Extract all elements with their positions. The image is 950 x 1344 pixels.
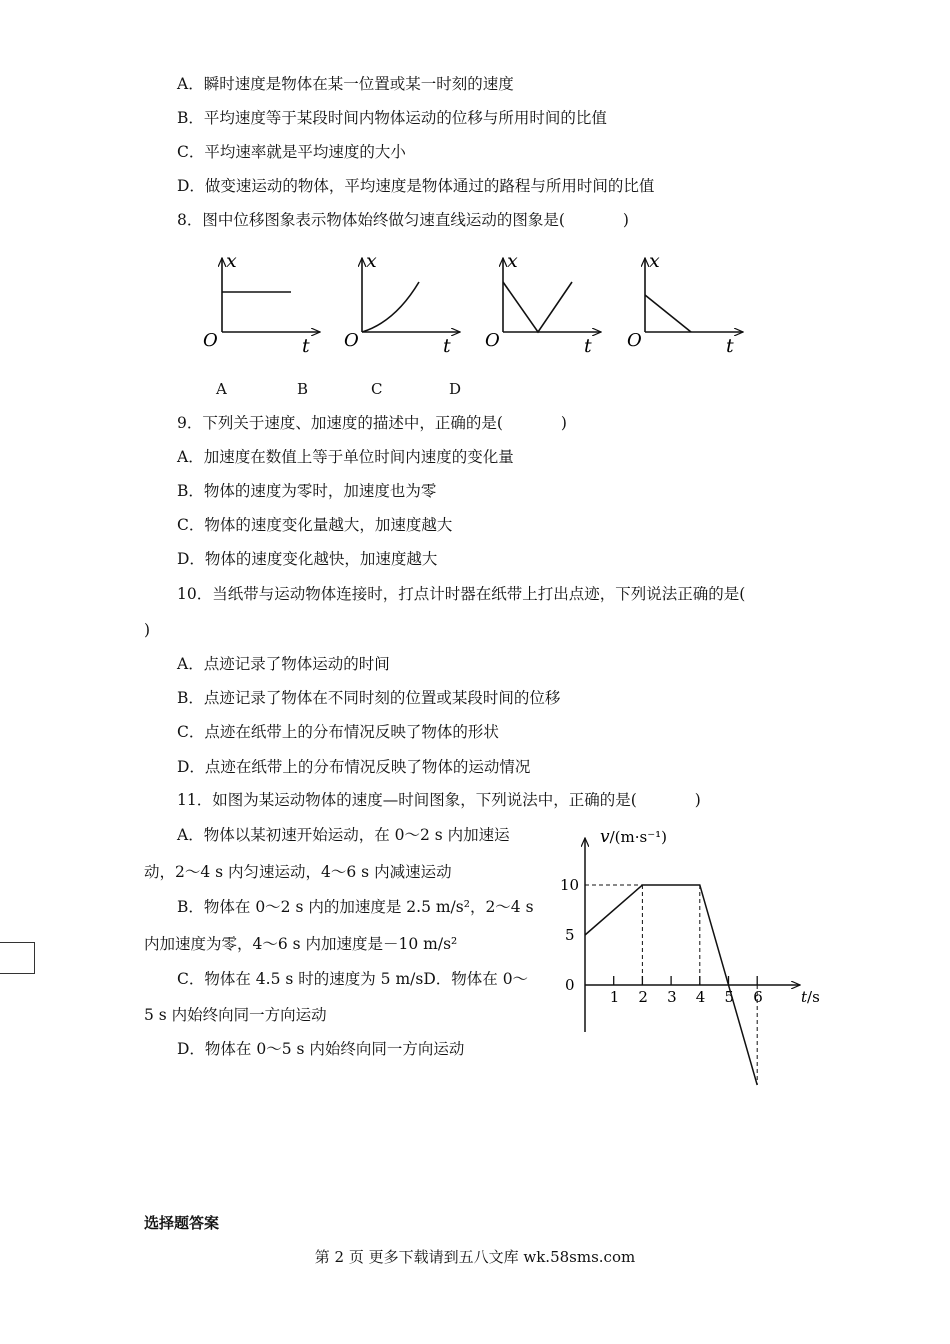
x-tick-label: 6 bbox=[753, 988, 763, 1006]
q11-stem-close: ) bbox=[694, 791, 701, 809]
q11-stem-text: 11．如图为某运动物体的速度—时间图象，下列说法中，正确的是( bbox=[177, 791, 637, 809]
q7-option-d: D．做变速运动的物体，平均速度是物体通过的路程与所用时间的比值 bbox=[177, 177, 655, 195]
q10-option-a: A．点迹记录了物体运动的时间 bbox=[177, 655, 390, 673]
q10-option-b: B．点迹记录了物体在不同时刻的位置或某段时间的位移 bbox=[177, 689, 561, 707]
q11-line-5: C．物体在 4.5 s 时的速度为 5 m/sD．物体在 0～ bbox=[177, 970, 529, 988]
q9-option-d: D．物体的速度变化越快，加速度越大 bbox=[177, 550, 438, 568]
graph-d-origin: O bbox=[627, 330, 642, 351]
page-footer: 第 2 页 更多下载请到五八文库 wk.58sms.com bbox=[314, 1248, 636, 1266]
q10-stem: 10．当纸带与运动物体连接时，打点计时器在纸带上打出点迹，下列说法正确的是( bbox=[177, 585, 746, 603]
q9-stem-text: 9．下列关于速度、加速度的描述中，正确的是( bbox=[177, 414, 503, 432]
q8-label-a: A bbox=[216, 380, 227, 398]
chart-x-label bbox=[801, 988, 820, 1006]
y-tick-label: 0 bbox=[565, 976, 575, 994]
q11-line-3: B．物体在 0～2 s 内的加速度是 2.5 m/s²，2～4 s bbox=[177, 898, 534, 916]
answers-heading: 选择题答案 bbox=[144, 1214, 220, 1232]
q8-label-d: D bbox=[449, 380, 462, 398]
graph-c-y-label: x bbox=[507, 250, 518, 272]
x-tick-label: 4 bbox=[695, 988, 706, 1006]
q8-stem-close: ) bbox=[622, 211, 629, 229]
q11-line-2: 动，2～4 s 内匀速运动，4～6 s 内减速运动 bbox=[144, 863, 452, 881]
q10-option-c: C．点迹在纸带上的分布情况反映了物体的形状 bbox=[177, 723, 499, 741]
graph-d-y-label: x bbox=[649, 250, 660, 272]
chart-y-var: v bbox=[600, 827, 610, 847]
graph-b-x-label: t bbox=[443, 335, 451, 357]
chart-x-unit: /s bbox=[807, 988, 820, 1006]
graph-a-y-label: x bbox=[226, 250, 237, 272]
graph-d-x-label: t bbox=[726, 335, 734, 357]
q11-stem bbox=[177, 790, 701, 810]
q10-stem-close: ) bbox=[144, 621, 151, 639]
graph-a-x-label: t bbox=[302, 335, 310, 357]
q11-line-4: 内加速度为零，4～6 s 内加速度是－10 m/s² bbox=[144, 935, 458, 953]
graph-b bbox=[344, 250, 460, 357]
q8-graphs bbox=[0, 250, 950, 370]
q8-label-c: C bbox=[371, 380, 383, 398]
q7-option-b: B．平均速度等于某段时间内物体运动的位移与所用时间的比值 bbox=[177, 109, 607, 127]
x-tick-label: 2 bbox=[638, 988, 648, 1006]
graph-a-origin: O bbox=[203, 330, 218, 351]
q7-option-c: C．平均速率就是平均速度的大小 bbox=[177, 143, 406, 161]
q9-stem-close: ) bbox=[560, 414, 567, 432]
q9-option-a: A．加速度在数值上等于单位时间内速度的变化量 bbox=[177, 448, 514, 466]
q7-option-a: A．瞬时速度是物体在某一位置或某一时刻的速度 bbox=[177, 75, 514, 93]
graph-c bbox=[485, 250, 601, 357]
graph-a bbox=[203, 250, 320, 357]
graph-d bbox=[627, 250, 743, 357]
graph-b-origin: O bbox=[344, 330, 359, 351]
q9-option-c: C．物体的速度变化量越大，加速度越大 bbox=[177, 516, 453, 534]
chart-series-line bbox=[585, 885, 757, 1085]
q8-label-b: B bbox=[297, 380, 309, 398]
chart-y-unit: /(m·s⁻¹) bbox=[609, 828, 667, 846]
chart-y-label bbox=[600, 827, 667, 847]
graph-c-x-label: t bbox=[584, 335, 592, 357]
x-tick-label: 3 bbox=[667, 988, 677, 1006]
q11-line-6: 5 s 内始终向同一方向运动 bbox=[144, 1006, 327, 1024]
graph-b-y-label: x bbox=[366, 250, 377, 272]
q9-option-b: B．物体的速度为零时，加速度也为零 bbox=[177, 482, 437, 500]
q8-stem-text: 8．图中位移图象表示物体始终做匀速直线运动的图象是( bbox=[177, 211, 565, 229]
y-tick-label: 10 bbox=[560, 876, 580, 894]
q11-line-7: D．物体在 0～5 s 内始终向同一方向运动 bbox=[177, 1040, 465, 1058]
graph-c-origin: O bbox=[485, 330, 500, 351]
q10-option-d: D．点迹在纸带上的分布情况反映了物体的运动情况 bbox=[177, 758, 531, 776]
q11-line-1: A．物体以某初速开始运动，在 0～2 s 内加速运 bbox=[177, 826, 510, 844]
side-box bbox=[0, 942, 35, 974]
y-tick-label: 5 bbox=[565, 926, 575, 944]
x-tick-label: 5 bbox=[724, 988, 735, 1006]
q9-stem bbox=[177, 413, 567, 433]
x-tick-label: 1 bbox=[609, 988, 620, 1006]
q8-stem bbox=[177, 210, 629, 230]
chart-x-var: t bbox=[801, 988, 808, 1006]
